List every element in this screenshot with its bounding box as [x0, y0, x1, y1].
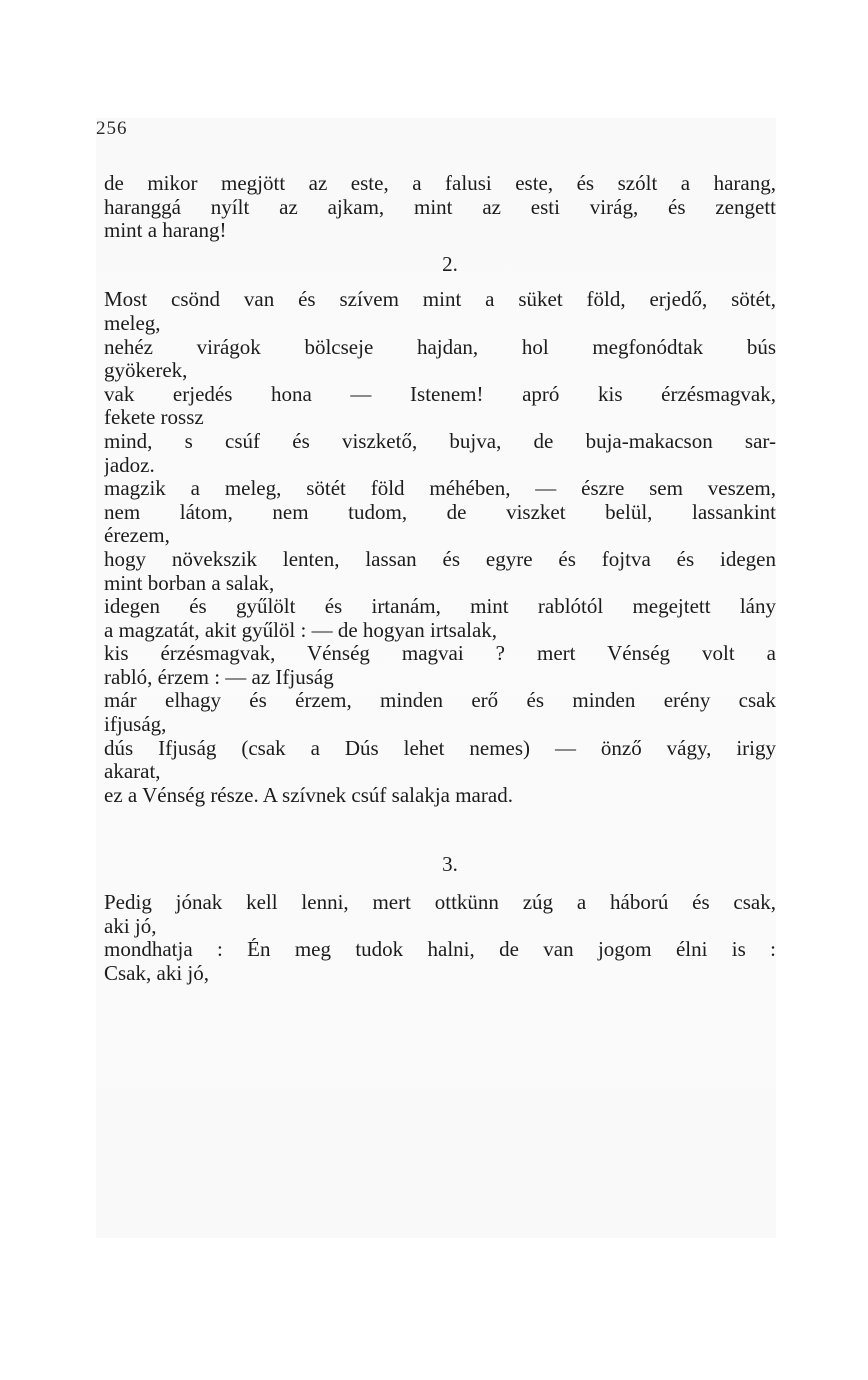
poem-line: érezem, [104, 524, 170, 548]
poem-line: ez a Vénség része. A szívnek csúf salakja marad. [104, 783, 513, 807]
poem-line: ifjuság, [104, 713, 167, 737]
poem-line: mint borban a salak, [104, 571, 275, 595]
poem-line: nem látom, nem tudom, de viszket belül, lassankint [104, 500, 776, 524]
poem-line: kis érzésmagvak, Vénség magvai ? mert Vénség volt a [104, 642, 776, 666]
poem-line: mind, s csúf és viszkető, bujva, de buja-makacson sar- [104, 429, 776, 453]
poem-line: Pedig jónak kell lenni, mert ottkünn zúg a háború és csak, [104, 891, 776, 915]
poem-line: vak erjedés hona — Istenem! apró kis érzésmagvak, [104, 382, 776, 406]
page-number: 256 [96, 118, 128, 139]
poem-line: akarat, [104, 760, 161, 784]
stanza-2 [104, 288, 776, 807]
poem-line: mondhatja : Én meg tudok halni, de van jogom élni is : [104, 938, 776, 962]
section-number-2: 2. [442, 251, 458, 276]
poem-line: hogy növekszik lenten, lassan és egyre és fojtva és idegen [104, 547, 776, 571]
poem-line: mint a harang! [104, 219, 227, 243]
poem-line: dús Ifjuság (csak a Dús lehet nemes) — önző vágy, irigy [104, 736, 776, 760]
poem-line: idegen és gyűlölt és irtanám, mint rablótól megejtett lány [104, 595, 776, 619]
poem-line: Most csönd van és szívem mint a süket föld, erjedő, sötét, [104, 288, 776, 312]
poem-line: aki jó, [104, 914, 157, 938]
poem-line: rabló, érzem : — az Ifjuság [104, 665, 334, 689]
poem-line: már elhagy és érzem, minden erő és minden erény csak [104, 689, 776, 713]
poem-line: meleg, [104, 311, 161, 335]
poem-line: a magzatát, akit gyűlöl : — de hogyan irtsalak, [104, 618, 498, 642]
stanza-3 [104, 891, 776, 985]
poem-line: Csak, aki jó, [104, 961, 209, 985]
stanza-1 [104, 172, 776, 243]
poem-line: gyökerek, [104, 359, 188, 383]
poem-line: fekete rossz [104, 406, 204, 430]
poem-line: magzik a meleg, sötét föld méhében, — észre sem veszem, [104, 477, 776, 501]
poem-text [104, 172, 776, 985]
poem-line: jadoz. [104, 453, 155, 477]
poem-line: haranggá nyílt az ajkam, mint az esti virág, és zengett [104, 195, 776, 219]
section-number-3: 3. [442, 852, 458, 877]
poem-line: nehéz virágok bölcseje hajdan, hol megfonódtak bús [104, 335, 776, 359]
poem-line: de mikor megjött az este, a falusi este, és szólt a harang, [104, 172, 776, 195]
